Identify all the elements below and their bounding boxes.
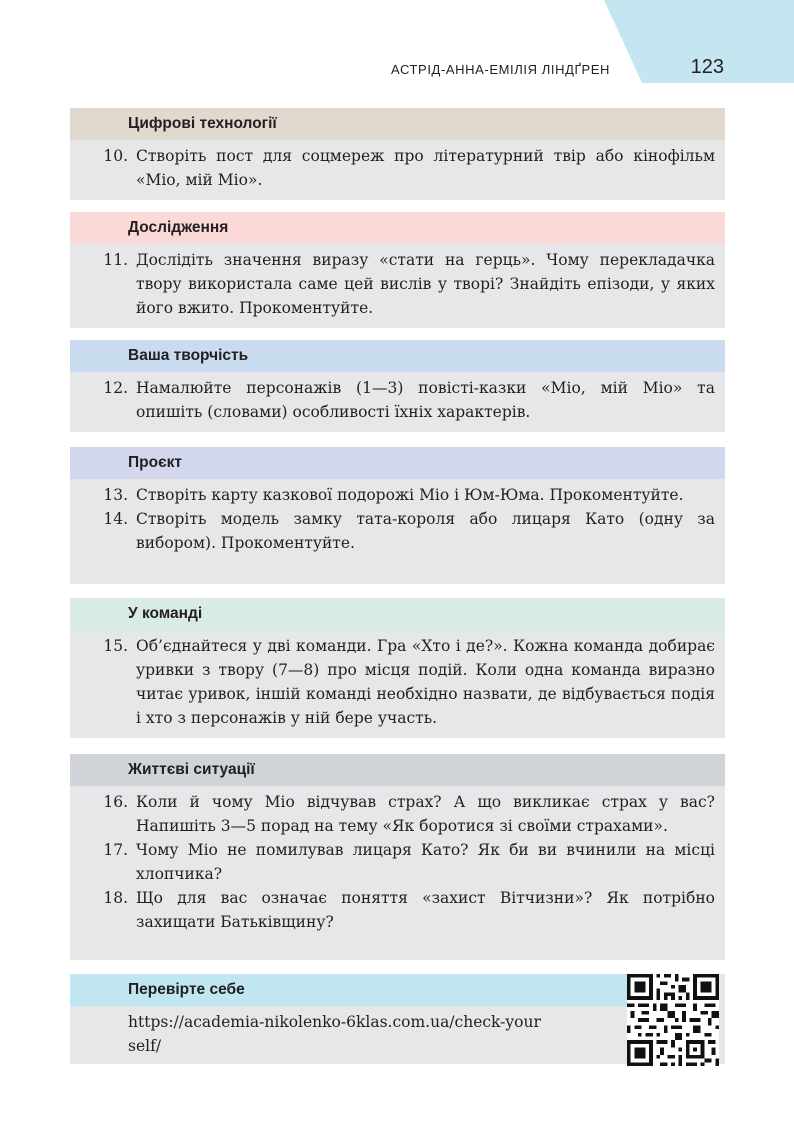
task-item <box>80 248 715 320</box>
task-number: 15. <box>103 637 128 655</box>
qr-code-icon[interactable] <box>627 974 719 1066</box>
section-title: Цифрові технології <box>70 108 725 140</box>
task-item <box>80 507 715 555</box>
task-list <box>70 479 725 555</box>
task-list <box>70 244 725 320</box>
task-item <box>80 886 715 934</box>
section-life <box>70 754 725 960</box>
section-check <box>70 974 725 1064</box>
task-text: Створіть карту казкової подорожі Міо і Юм-Юма. Прокоментуйте. <box>136 486 684 504</box>
task-text: Об’єднайтеся у дві команди. Гра «Хто і де?». Кожна команда добирає уривки з твору (7—8) про місця подій. Коли одна команда виразно читає уривок, іншій команді необхідно назвати, де відбувається подія і хто з персонажів у ній бере участь. <box>136 637 715 727</box>
section-title: Життєві ситуації <box>70 754 725 786</box>
task-item <box>80 838 715 886</box>
section-title: Перевірте себе <box>70 974 628 1006</box>
task-number: 16. <box>103 793 128 811</box>
task-number: 13. <box>103 486 128 504</box>
task-item <box>80 790 715 838</box>
task-list <box>70 786 725 934</box>
task-item <box>80 376 715 424</box>
task-text: Що для вас означає поняття «захист Вітчизни»? Як потрібно захищати Батьківщину? <box>136 889 715 931</box>
task-number: 18. <box>103 889 128 907</box>
task-list <box>70 630 725 730</box>
task-item <box>80 483 715 507</box>
task-number: 11. <box>103 251 128 269</box>
task-number: 12. <box>103 379 128 397</box>
task-number: 14. <box>103 510 128 528</box>
section-creativity <box>70 340 725 432</box>
task-text: Коли й чому Міо відчував страх? А що викликає страх у вас? Напишіть 3—5 порад на тему «Як боротися зі своїми страхами». <box>136 793 715 835</box>
task-item <box>80 144 715 192</box>
task-item <box>80 634 715 730</box>
task-text: Створіть пост для соцмереж про літературний твір або кінофільм «Міо, мій Міо». <box>136 147 715 189</box>
section-title: У команді <box>70 598 725 630</box>
page-number: 123 <box>690 56 724 78</box>
task-list <box>70 140 725 192</box>
section-research <box>70 212 725 328</box>
task-text: Чому Міо не помилував лицаря Като? Як би ви вчинили на місці хлопчика? <box>136 841 715 883</box>
task-text: Створіть модель замку тата-короля або лицаря Като (одну за вибором). Прокоментуйте. <box>136 510 715 552</box>
section-project <box>70 447 725 584</box>
section-title: Ваша творчість <box>70 340 725 372</box>
section-digital <box>70 108 725 200</box>
task-number: 17. <box>103 841 128 859</box>
task-text: Дослідіть значення виразу «стати на герць». Чому перекладачка твору використала саме цей вислів у творі? Знайдіть епізоди, у яких його вжито. Прокоментуйте. <box>136 251 715 317</box>
task-text: Намалюйте персонажів (1—3) повісті-казки «Міо, мій Міо» та опишіть (словами) особливості їхніх характерів. <box>136 379 715 421</box>
running-head: АСТРІД-АННА-ЕМІЛІЯ ЛІНДҐРЕН <box>390 62 610 77</box>
section-title: Дослідження <box>70 212 725 244</box>
task-number: 10. <box>103 147 128 165</box>
section-team <box>70 598 725 738</box>
check-link[interactable]: https://academia-nikolenko-6klas.com.ua/check-yourself/ <box>128 1013 541 1055</box>
section-title: Проєкт <box>70 447 725 479</box>
task-list <box>70 372 725 424</box>
